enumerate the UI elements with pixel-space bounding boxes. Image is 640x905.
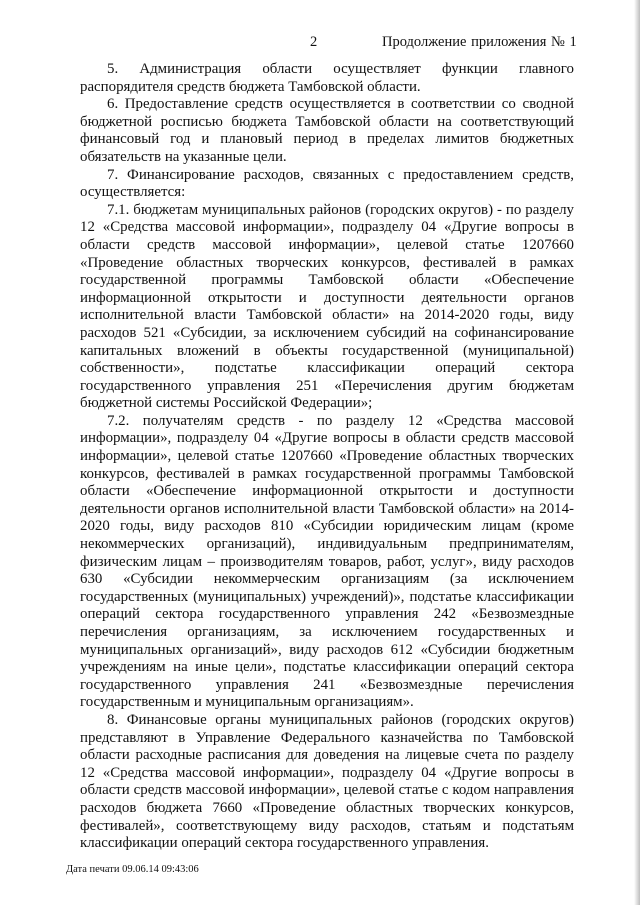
paragraph-7: 7. Финансирование расходов, связанных с предоставлением средств, осуществляется: — [80, 166, 574, 201]
appendix-label: Продолжение приложения № 1 — [382, 34, 577, 50]
paragraph-8: 8. Финансовые органы муниципальных районов (городских округов) представляют в Управление Федерального казначейства по Тамбовской области расходные расписания для доведения на лицевые счета по разделу 12 «Средства массовой информации», подразделу 04 «Другие вопросы в области средств массовой информации», целевой статье с кодом направления расходов бюджета 7660 «Проведение областных творческих конкурсов, фестивалей», соответствующему виду расходов, статьям и подстатьям классификации операций сектора государственного управления. — [80, 711, 574, 852]
scan-edge-shadow — [634, 0, 640, 905]
print-date-footer: Дата печати 09.06.14 09:43:06 — [66, 864, 199, 875]
paragraph-6: 6. Предоставление средств осуществляется в соответствии со сводной бюджетной росписью бюджета Тамбовской области на соответствующий финансовый год и плановый период в пределах лимитов бюджетных обязательств на указанные цели. — [80, 96, 574, 165]
paragraph-7-2: 7.2. получателям средств - по разделу 12 «Средства массовой информации», подразделу 04 «Другие вопросы в области средств массовой информации», целевой статье 1207660 «Проведение областных творческих конкурсов, фестивалей в рамках государственной программы Тамбовской области «Обеспечение информационной открытости и доступности деятельности органов исполнительной власти Тамбовской области» на 2014-2020 годы, виду расходов 810 «Субсидии юридическим лицам (кроме некоммерческих организаций), индивидуальным предпринимателям, физическим лицам – производителям товаров, работ, услуг», виду расходов 630 «Субсидии некоммерческим организациям (за исключением государственных (муниципальных) учреждений)», подстатье классификации операций сектора государственного управления 242 «Безвозмездные перечисления организациям, за исключением государственных и муниципальных организаций», виду расходов 612 «Субсидии бюджетным учреждениям на иные цели», подстатье классификации операций сектора государственного управления 241 «Безвозмездные перечисления государственным и муниципальным организациям». — [80, 412, 574, 711]
document-body — [80, 61, 574, 853]
page-header — [0, 30, 640, 50]
page-number: 2 — [310, 34, 318, 50]
paragraph-7-1: 7.1. бюджетам муниципальных районов (городских округов) - по разделу 12 «Средства массовой информации», подразделу 04 «Другие вопросы в области средств массовой информации», целевой статье 1207660 «Проведение областных творческих конкурсов, фестивалей в рамках государственной программы Тамбовской области «Обеспечение информационной открытости и доступности деятельности органов исполнительной власти Тамбовской области» на 2014-2020 годы, виду расходов 521 «Субсидии, за исключением субсидий на софинансирование капитальных вложений в объекты государственной (муниципальной) собственности», подстатье классификации операций сектора государственного управления 251 «Перечисления другим бюджетам бюджетной системы Российской Федерации»; — [80, 201, 574, 412]
paragraph-5: 5. Администрация области осуществляет функции главного распорядителя средств бюджета Тамбовской области. — [80, 61, 574, 95]
